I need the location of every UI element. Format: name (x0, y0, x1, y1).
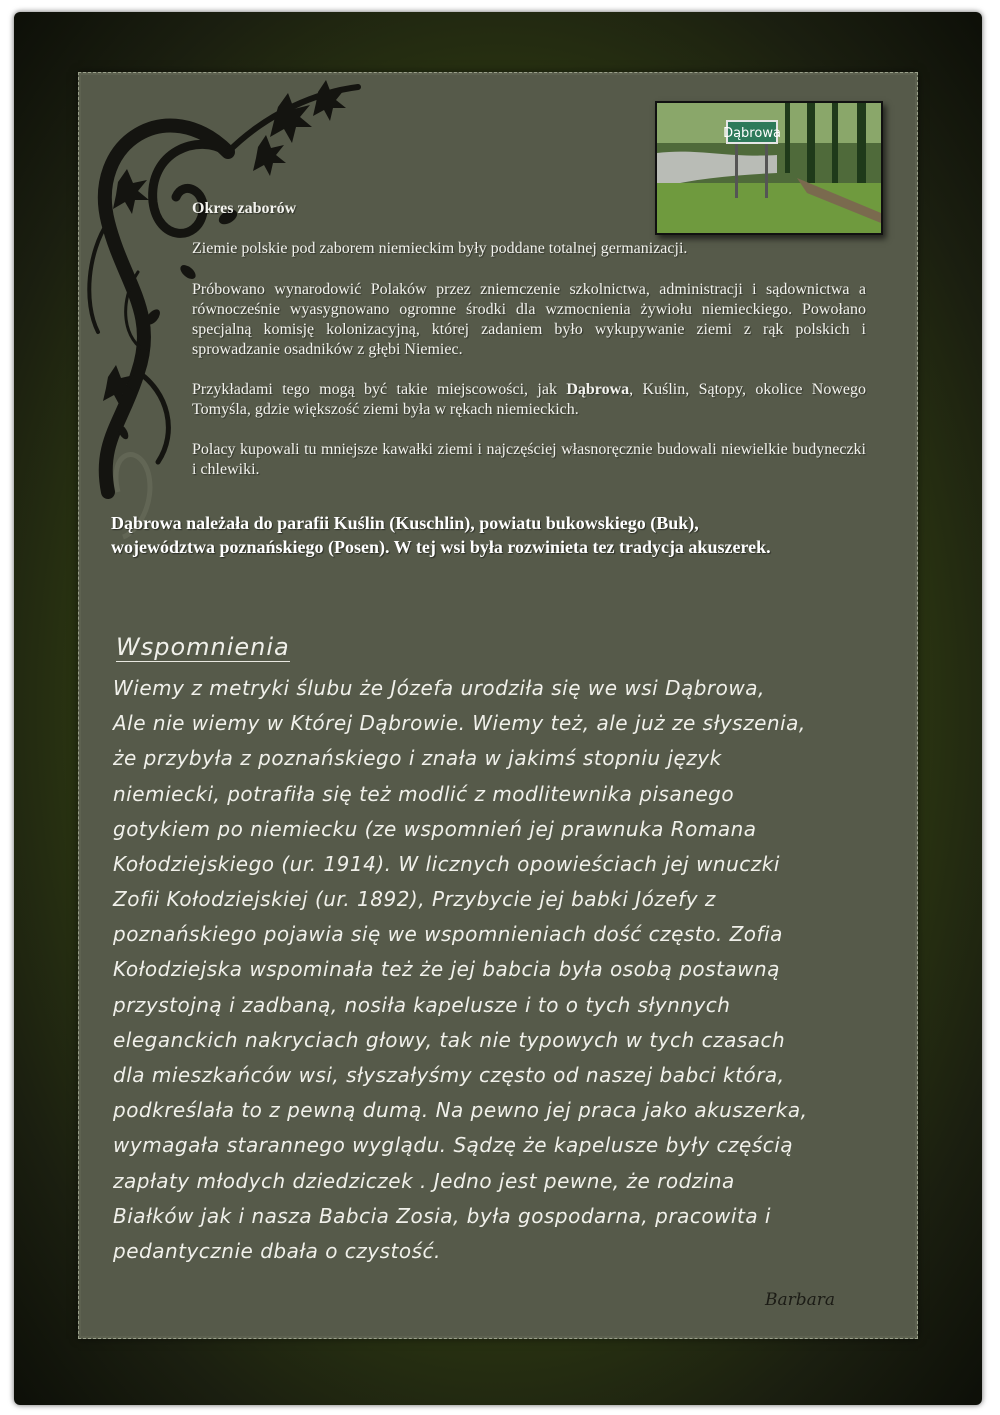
parish-info (111, 511, 871, 559)
memories-line: dla mieszkańców wsi, słyszałyśmy często od naszej babci która, (113, 1063, 785, 1087)
memories-line: zapłaty młodych dziedziczek . Jedno jest pewne, że rodzina (113, 1169, 735, 1193)
paragraph-buildings: Polacy kupowali tu mniejsze kawałki ziemi i najczęściej własnoręcznie budowali niewielkie budyneczki i chlewiki. (192, 441, 866, 478)
examples-text-dabrowa: Dąbrowa (566, 381, 630, 398)
section-heading: Okres zaborów (192, 200, 297, 217)
memories-line: Wiemy z metryki ślubu że Józefa urodziła się we wsi Dąbrowa, (113, 676, 765, 700)
memories-line: Ale nie wiemy w Której Dąbrowie. Wiemy też, ale już ze słyszenia, (113, 711, 806, 735)
memories-line: Kołodziejska wspominała też że jej babcia była osobą postawną (113, 957, 780, 981)
memories-line: gotykiem po niemiecku (ze wspomnień jej prawnuka Romana (113, 817, 757, 841)
memories-title: Wspomnienia (116, 633, 290, 661)
examples-text-end: , Kuślin, Sątopy, okolice Nowego Tomyśla, gdzie większość ziemi była w rękach niemieckich. (192, 381, 867, 418)
memories-line: Kołodziejskiego (ur. 1914). W licznych opowieściach jej wnuczki (113, 852, 780, 876)
memories-line: pedantycznie dbała o czystość. (113, 1239, 441, 1263)
memories-line: że przybyła z poznańskiego i znała w jakimś stopniu język (113, 746, 722, 770)
parish-line-1: Dąbrowa należała do parafii Kuślin (Kuschlin), powiatu bukowskiego (Buk), (111, 513, 699, 533)
memories-line: podkreślała to z pewną dumą. Na pewno jej praca jako akuszerka, (113, 1098, 808, 1122)
memories-line: przystojną i zadbaną, nosiła kapelusze i to o tych słynnych (113, 993, 731, 1017)
memories-line: niemiecki, potrafiła się też modlić z modlitewnika pisanego (113, 782, 735, 806)
sign-text: Dąbrowa (723, 126, 781, 141)
paragraph-germanization: Ziemie polskie pod zaborem niemieckim były poddane totalnej germanizacji. (192, 240, 688, 257)
examples-text-start: Przykładami tego mogą być takie miejscowości, jak (192, 381, 567, 398)
photo-scene (657, 103, 881, 233)
paragraph-examples (192, 380, 866, 420)
paragraph-colonization: Próbowano wynarodowić Polaków przez zniemczenie szkolnictwa, administracji i sądownictwa a równocześnie wyasygnowano ogromne środki dla wzmocnienia żywiołu niemieckiego. Powołano specjalną komisję kolonizacyjną, której zadaniem było wykupywanie ziemi z rąk polskich i sprowadzanie osadników z głębi Niemiec. (192, 281, 866, 358)
signature: Barbara (765, 1290, 836, 1310)
memories-line: Białków jak i nasza Babcia Zosia, była gospodarna, pracowita i (113, 1204, 771, 1228)
parish-line-2: województwa poznańskiego (Posen). W tej wsi była rozwinieta tez tradycja akuszerek. (111, 537, 771, 557)
memories-line: Zofii Kołodziejskiej (ur. 1892), Przybycie jej babki Józefy z (113, 887, 716, 911)
village-sign-photo (655, 101, 883, 235)
memories-line: wymagała starannego wyglądu. Sądzę że kapelusze były częścią (113, 1133, 794, 1157)
memories-line: poznańskiego pojawia się we wspomnieniach dość często. Zofia (113, 922, 783, 946)
memories-line: eleganckich nakryciach głowy, tak nie typowych w tych czasach (113, 1028, 786, 1052)
